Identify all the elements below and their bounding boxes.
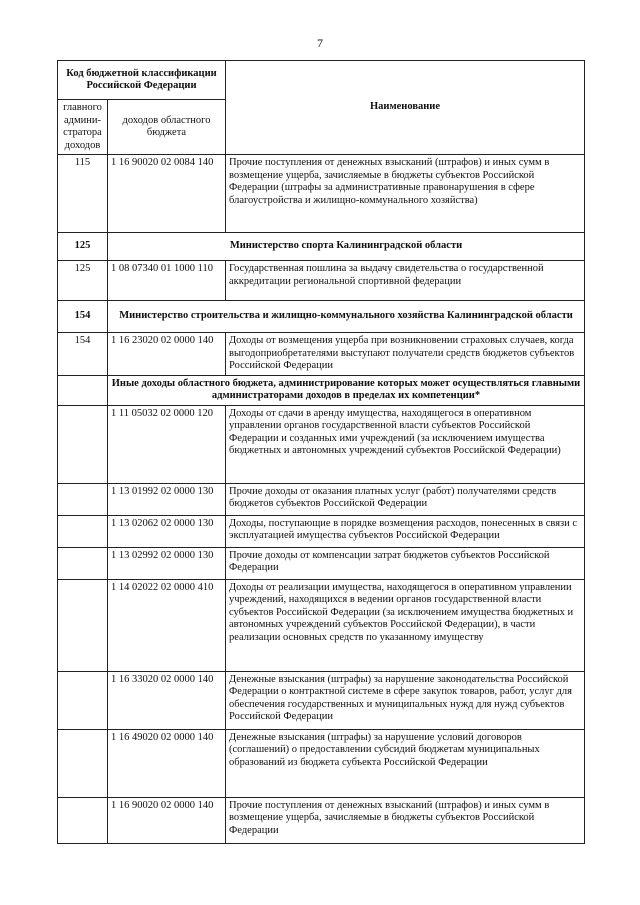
income-code: 1 11 05032 02 0000 120 bbox=[108, 405, 226, 483]
empty-cell bbox=[58, 483, 108, 515]
row-name: Прочие доходы от компенсации затрат бюджетов субъектов Российской Федерации bbox=[226, 547, 585, 579]
admin-code: 154 bbox=[58, 333, 108, 376]
empty-cell bbox=[58, 797, 108, 843]
table-row bbox=[58, 671, 585, 729]
income-code: 1 08 07340 01 1000 110 bbox=[108, 261, 226, 301]
ministry-row bbox=[58, 233, 585, 261]
income-code: 1 13 02992 02 0000 130 bbox=[108, 547, 226, 579]
income-code: 1 13 01992 02 0000 130 bbox=[108, 483, 226, 515]
empty-cell bbox=[58, 547, 108, 579]
table-row bbox=[58, 729, 585, 797]
row-name: Прочие доходы от оказания платных услуг (работ) получателями средств бюджетов субъектов Российской Федерации bbox=[226, 483, 585, 515]
income-code: 1 16 23020 02 0000 140 bbox=[108, 333, 226, 376]
income-code: 1 16 49020 02 0000 140 bbox=[108, 729, 226, 797]
ministry-code: 125 bbox=[58, 233, 108, 261]
row-name: Денежные взыскания (штрафы) за нарушение законодательства Российской Федерации о контрактной системе в сфере закупок товаров, работ, услуг для обеспечения государственных и муниципальных нужд для нужд субъектов Российской Федерации bbox=[226, 671, 585, 729]
empty-cell bbox=[58, 729, 108, 797]
table-row bbox=[58, 579, 585, 671]
table-row bbox=[58, 515, 585, 547]
ministry-name: Министерство спорта Калининградской области bbox=[108, 233, 585, 261]
other-income-heading-row bbox=[58, 375, 585, 405]
header-income: доходов областного бюджета bbox=[108, 100, 226, 155]
empty-cell bbox=[58, 671, 108, 729]
row-name: Доходы от возмещения ущерба при возникновении страховых случаев, когда выгодоприобретателями выступают получатели средств бюджетов субъектов Российской Федерации bbox=[226, 333, 585, 376]
page-number: 7 bbox=[317, 36, 323, 50]
ministry-name: Министерство строительства и жилищно-коммунального хозяйства Калининградской области bbox=[108, 301, 585, 333]
budget-classification-table bbox=[57, 60, 585, 844]
table-row bbox=[58, 405, 585, 483]
row-name: Доходы от реализации имущества, находящегося в оперативном управлении учреждений, находящихся в ведении органов государственной власти субъектов Российской Федерации (за исключением имущества бюджетных и автономных учреждений субъектов Российской Федерации), в части реализации основных средств по указанному имуществу bbox=[226, 579, 585, 671]
header-classification: Код бюджетной классификации Российской Федерации bbox=[58, 61, 226, 100]
empty-cell bbox=[58, 375, 108, 405]
table-row bbox=[58, 261, 585, 301]
empty-cell bbox=[58, 405, 108, 483]
income-code: 1 16 90020 02 0084 140 bbox=[108, 155, 226, 233]
row-name: Денежные взыскания (штрафы) за нарушение условий договоров (соглашений) о предоставлении субсидий бюджетам муниципальных образований из бюджета субъекта Российской Федерации bbox=[226, 729, 585, 797]
table-header-row bbox=[58, 61, 585, 100]
ministry-row bbox=[58, 301, 585, 333]
table-row bbox=[58, 333, 585, 376]
header-name: Наименование bbox=[226, 61, 585, 155]
row-name: Государственная пошлина за выдачу свидетельства о государственной аккредитации региональной спортивной федерации bbox=[226, 261, 585, 301]
income-code: 1 14 02022 02 0000 410 bbox=[108, 579, 226, 671]
empty-cell bbox=[58, 579, 108, 671]
income-code: 1 16 33020 02 0000 140 bbox=[108, 671, 226, 729]
table-row bbox=[58, 483, 585, 515]
row-name: Прочие поступления от денежных взысканий (штрафов) и иных сумм в возмещение ущерба, зачисляемые в бюджеты субъектов Российской Федерации bbox=[226, 797, 585, 843]
ministry-code: 154 bbox=[58, 301, 108, 333]
empty-cell bbox=[58, 515, 108, 547]
row-name: Прочие поступления от денежных взысканий (штрафов) и иных сумм в возмещение ущерба, зачисляемые в бюджеты субъектов Российской Федерации (штрафы за административные правонарушения в сфере благоустройства и жилищно-коммунального хозяйства) bbox=[226, 155, 585, 233]
header-admin: главного админи- стратора доходов bbox=[58, 100, 108, 155]
admin-code: 125 bbox=[58, 261, 108, 301]
income-code: 1 16 90020 02 0000 140 bbox=[108, 797, 226, 843]
other-income-heading: Иные доходы областного бюджета, администрирование которых может осуществляться главными администраторами доходов в пределах их компетенции* bbox=[108, 375, 585, 405]
table-row bbox=[58, 547, 585, 579]
income-code: 1 13 02062 02 0000 130 bbox=[108, 515, 226, 547]
admin-code: 115 bbox=[58, 155, 108, 233]
row-name: Доходы, поступающие в порядке возмещения расходов, понесенных в связи с эксплуатацией имущества субъектов Российской Федерации bbox=[226, 515, 585, 547]
table-row bbox=[58, 797, 585, 843]
table-row bbox=[58, 155, 585, 233]
row-name: Доходы от сдачи в аренду имущества, находящегося в оперативном управлении органов государственной власти субъектов Российской Федерации и созданных ими учреждений (за исключением имущества бюджетных и автономных учреждений субъектов Российской Федерации) bbox=[226, 405, 585, 483]
